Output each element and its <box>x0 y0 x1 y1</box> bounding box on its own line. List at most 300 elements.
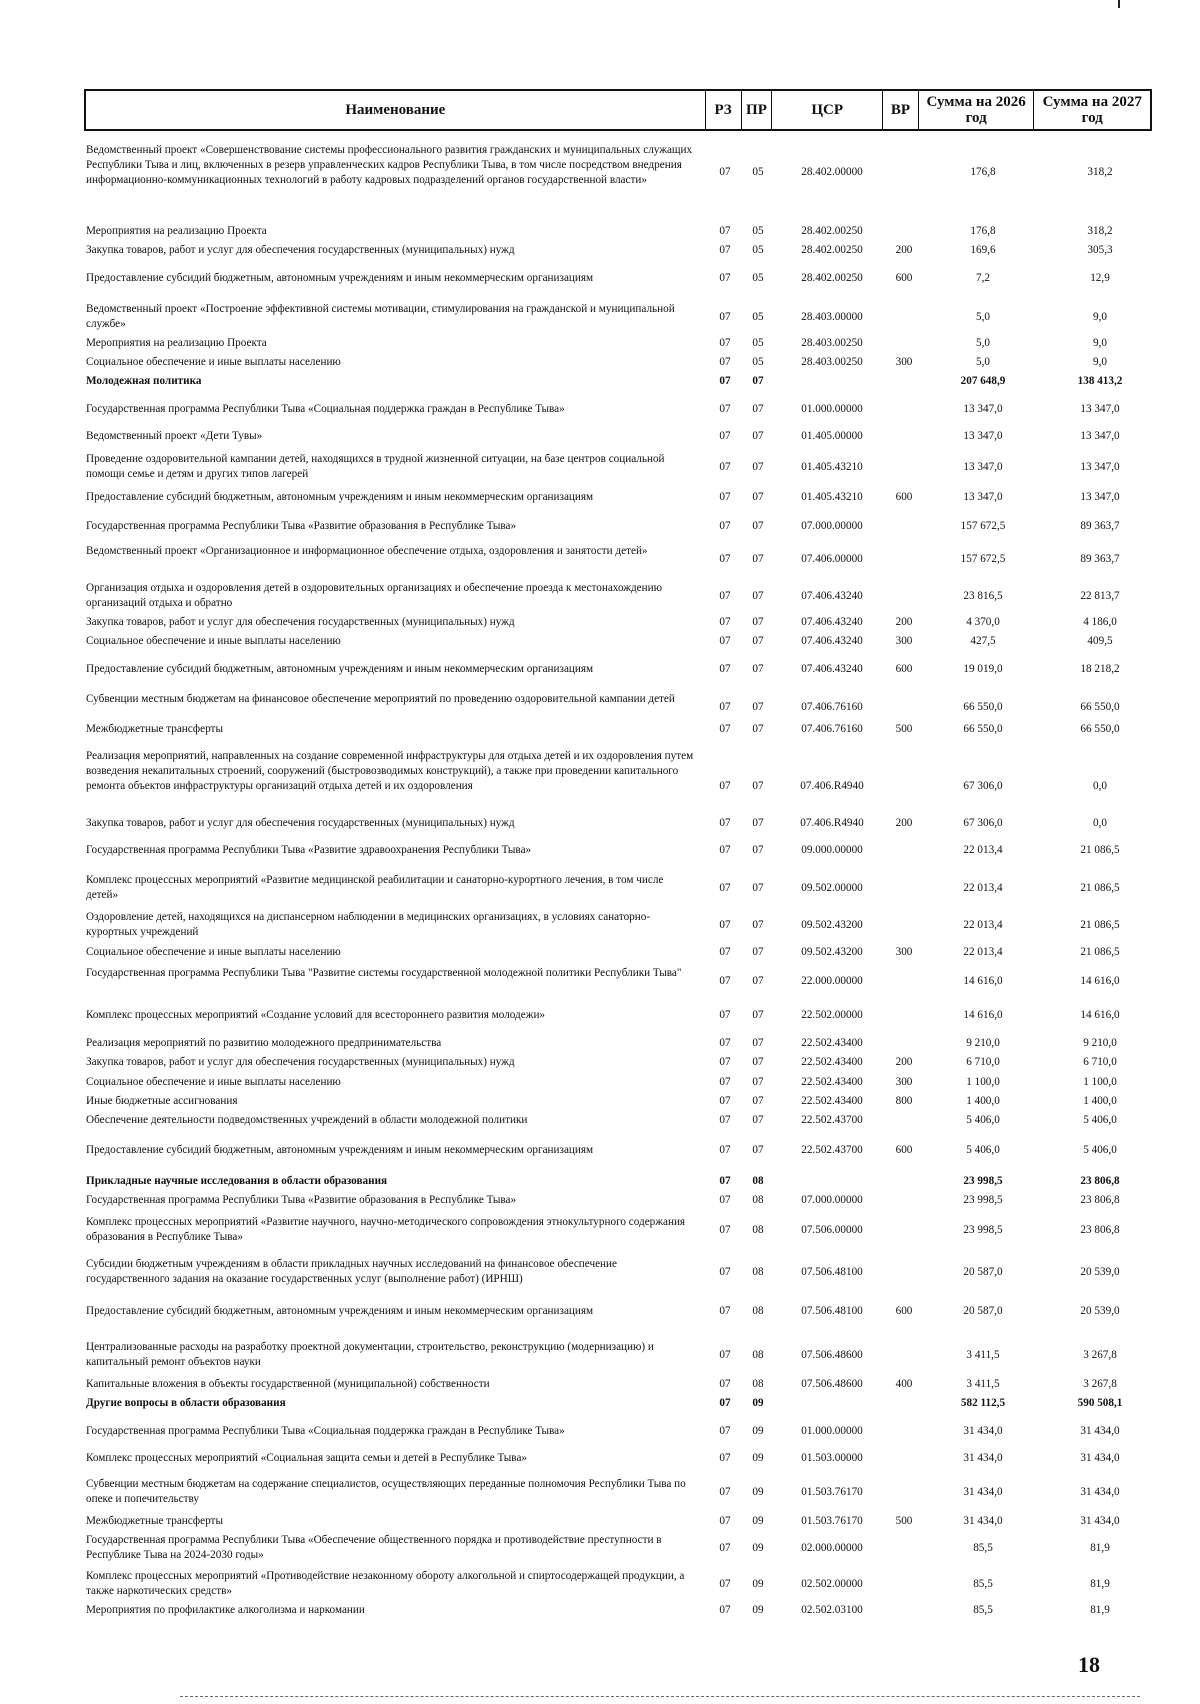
row-csr: 07.406.R4940 <box>800 817 864 829</box>
row-sum-2026: 9 210,0 <box>966 1037 1000 1049</box>
row-rz: 07 <box>719 663 731 675</box>
row-pr: 08 <box>752 1349 764 1361</box>
row-sum-2027: 31 434,0 <box>1080 1486 1120 1498</box>
row-pr: 07 <box>752 491 764 503</box>
row-rz: 07 <box>719 1175 731 1187</box>
row-pr: 07 <box>752 403 764 415</box>
row-name: Прикладные научные исследования в области образования <box>86 1175 388 1187</box>
row-rz: 07 <box>719 461 731 473</box>
row-name: Капитальные вложения в объекты государственной (муниципальной) собственности <box>86 1378 490 1390</box>
row-sum-2026: 14 616,0 <box>963 975 1003 987</box>
row-sum-2026: 176,8 <box>970 166 996 178</box>
row-rz: 07 <box>719 1425 731 1437</box>
row-name: Предоставление субсидий бюджетным, автономным учреждениям и иным некоммерческим организациям <box>86 663 594 675</box>
row-sum-2027: 31 434,0 <box>1080 1452 1120 1464</box>
row-vr: 600 <box>895 663 913 675</box>
row-name: Реализация мероприятий, направленных на создание современной инфраструктуры для отдыха детей и их оздоровления путем возведения некапитальных строений, сооружений (быстровозводимых конструкций), а также при проведении капитального ремонта объектов инфраструктуры организаций отдыха детей и их оздоровления <box>86 750 694 792</box>
row-rz: 07 <box>719 919 731 931</box>
row-csr: 07.406.43240 <box>801 635 863 647</box>
row-sum-2027: 31 434,0 <box>1080 1515 1120 1527</box>
row-sum-2027: 13 347,0 <box>1080 461 1120 473</box>
row-sum-2026: 5 406,0 <box>966 1144 1000 1156</box>
row-rz: 07 <box>719 844 731 856</box>
row-pr: 07 <box>752 919 764 931</box>
row-sum-2026: 157 672,5 <box>960 553 1006 565</box>
row-rz: 07 <box>719 1452 731 1464</box>
header-vr: ВР <box>883 91 919 129</box>
row-name: Ведомственный проект «Дети Тувы» <box>86 430 263 442</box>
row-sum-2027: 23 806,8 <box>1080 1175 1120 1187</box>
row-csr: 22.502.43400 <box>801 1056 863 1068</box>
row-csr: 02.000.00000 <box>801 1542 863 1554</box>
row-pr: 07 <box>752 817 764 829</box>
row-sum-2027: 6 710,0 <box>1083 1056 1117 1068</box>
row-rz: 07 <box>719 520 731 532</box>
row-vr: 200 <box>895 1056 913 1068</box>
row-rz: 07 <box>719 491 731 503</box>
row-rz: 07 <box>719 723 731 735</box>
row-pr: 09 <box>752 1452 764 1464</box>
row-rz: 07 <box>719 1037 731 1049</box>
row-name: Социальное обеспечение и иные выплаты населению <box>86 1076 341 1088</box>
row-sum-2027: 5 406,0 <box>1083 1144 1117 1156</box>
row-name: Государственная программа Республики Тыва «Социальная поддержка граждан в Республике Тыва» <box>86 1425 565 1437</box>
header-rz: РЗ <box>706 91 742 129</box>
row-pr: 07 <box>752 882 764 894</box>
row-csr: 01.000.00000 <box>801 403 863 415</box>
row-sum-2026: 66 550,0 <box>963 701 1003 713</box>
row-rz: 07 <box>719 1397 731 1409</box>
row-csr: 09.000.00000 <box>801 844 863 856</box>
row-pr: 05 <box>752 244 764 256</box>
row-vr: 200 <box>895 244 913 256</box>
row-sum-2027: 9,0 <box>1093 311 1107 323</box>
row-sum-2026: 5,0 <box>976 311 990 323</box>
row-csr: 22.000.00000 <box>801 975 863 987</box>
row-pr: 08 <box>752 1224 764 1236</box>
row-sum-2026: 20 587,0 <box>963 1266 1003 1278</box>
row-csr: 07.000.00000 <box>801 520 863 532</box>
row-sum-2026: 5 406,0 <box>966 1114 1000 1126</box>
row-name: Социальное обеспечение и иные выплаты населению <box>86 946 341 958</box>
row-csr: 22.502.43400 <box>801 1076 863 1088</box>
row-rz: 07 <box>719 1578 731 1590</box>
row-csr: 09.502.43200 <box>801 946 863 958</box>
row-name: Закупка товаров, работ и услуг для обеспечения государственных (муниципальных) нужд <box>86 817 515 829</box>
row-sum-2026: 23 998,5 <box>963 1175 1003 1187</box>
row-sum-2027: 89 363,7 <box>1080 520 1120 532</box>
row-sum-2026: 22 013,4 <box>963 882 1003 894</box>
row-vr: 600 <box>895 272 913 284</box>
row-csr: 07.406.43240 <box>801 590 863 602</box>
row-sum-2026: 23 998,5 <box>963 1224 1003 1236</box>
row-pr: 07 <box>752 1037 764 1049</box>
row-csr: 01.405.43210 <box>801 491 863 503</box>
row-sum-2026: 23 998,5 <box>963 1194 1003 1206</box>
row-pr: 07 <box>752 723 764 735</box>
row-pr: 09 <box>752 1515 764 1527</box>
row-rz: 07 <box>719 1378 731 1390</box>
row-rz: 07 <box>719 337 731 349</box>
row-name: Мероприятия на реализацию Проекта <box>86 225 267 237</box>
header-csr: ЦСР <box>772 91 883 129</box>
row-rz: 07 <box>719 701 731 713</box>
row-sum-2026: 85,5 <box>973 1604 993 1616</box>
row-sum-2026: 31 434,0 <box>963 1515 1003 1527</box>
row-pr: 05 <box>752 356 764 368</box>
row-rz: 07 <box>719 430 731 442</box>
row-vr: 200 <box>895 616 913 628</box>
row-sum-2026: 1 100,0 <box>966 1076 1000 1088</box>
row-rz: 07 <box>719 1194 731 1206</box>
row-pr: 07 <box>752 635 764 647</box>
row-csr: 28.402.00250 <box>801 272 863 284</box>
row-vr: 500 <box>895 723 913 735</box>
row-sum-2026: 23 816,5 <box>963 590 1003 602</box>
row-sum-2026: 3 411,5 <box>966 1349 1000 1361</box>
row-name: Субсидии бюджетным учреждениям в области прикладных научных исследований на финансовое обеспечение государственного задания на оказание государственных услуг (выполнение работ) (ИРНШ) <box>86 1258 617 1285</box>
row-rz: 07 <box>719 1144 731 1156</box>
row-name: Проведение оздоровительной кампании детей, находящихся в трудной жизненной ситуации, на базе центров социальной помощи семье и детям и других типов лагерей <box>86 453 665 480</box>
row-sum-2027: 14 616,0 <box>1080 1009 1120 1021</box>
row-sum-2027: 20 539,0 <box>1080 1305 1120 1317</box>
row-name: Обеспечение деятельности подведомственных учреждений в области молодежной политики <box>86 1114 528 1126</box>
row-sum-2026: 13 347,0 <box>963 403 1003 415</box>
row-sum-2027: 21 086,5 <box>1080 844 1120 856</box>
row-sum-2026: 176,8 <box>970 225 996 237</box>
row-csr: 07.506.48100 <box>801 1305 863 1317</box>
row-name: Ведомственный проект «Совершенствование системы профессионального развития гражданских и муниципальных служащих Республики Тыва и лиц, включенных в резерв управленческих кадров Республики Тыва, в том числе посредством внедрения информационно-коммуникационных технологий в работу кадровых подразделений органов государственной власти» <box>86 144 693 186</box>
row-name: Ведомственный проект «Организационное и информационное обеспечение отдыха, оздоровления и занятости детей» <box>86 545 648 557</box>
row-sum-2027: 21 086,5 <box>1080 919 1120 931</box>
row-vr: 600 <box>895 1305 913 1317</box>
row-csr: 07.506.48600 <box>801 1378 863 1390</box>
row-sum-2027: 13 347,0 <box>1080 430 1120 442</box>
row-name: Другие вопросы в области образования <box>86 1397 286 1409</box>
row-csr: 01.405.00000 <box>801 430 863 442</box>
row-csr: 22.502.43400 <box>801 1037 863 1049</box>
row-name: Оздоровление детей, находящихся на диспансерном наблюдении в медицинских организациях, в условиях санаторно-курортных учреждений <box>86 911 651 938</box>
row-sum-2026: 13 347,0 <box>963 461 1003 473</box>
row-pr: 07 <box>752 1076 764 1088</box>
row-sum-2027: 14 616,0 <box>1080 975 1120 987</box>
row-csr: 07.406.43240 <box>801 616 863 628</box>
row-sum-2027: 13 347,0 <box>1080 491 1120 503</box>
row-name: Ведомственный проект «Построение эффективной системы мотивации, стимулирования на гражданской и муниципальной службе» <box>86 303 675 330</box>
row-sum-2026: 6 710,0 <box>966 1056 1000 1068</box>
row-name: Предоставление субсидий бюджетным, автономным учреждениям и иным некоммерческим организациям <box>86 272 594 284</box>
row-csr: 07.406.76160 <box>801 723 863 735</box>
row-rz: 07 <box>719 946 731 958</box>
row-name: Комплекс процессных мероприятий «Противодействие незаконному обороту алкогольной и спиртосодержащей продукции, а также наркотических средств» <box>86 1570 685 1597</box>
row-name: Закупка товаров, работ и услуг для обеспечения государственных (муниципальных) нужд <box>86 616 515 628</box>
row-sum-2027: 5 406,0 <box>1083 1114 1117 1126</box>
row-sum-2027: 13 347,0 <box>1080 403 1120 415</box>
row-csr: 07.506.48100 <box>801 1266 863 1278</box>
row-name: Субвенции местным бюджетам на содержание специалистов, осуществляющих переданные полномочия Республики Тыва по опеке и попечительству <box>86 1478 686 1505</box>
row-sum-2027: 3 267,8 <box>1083 1349 1117 1361</box>
row-pr: 07 <box>752 663 764 675</box>
row-rz: 07 <box>719 272 731 284</box>
row-name: Закупка товаров, работ и услуг для обеспечения государственных (муниципальных) нужд <box>86 244 515 256</box>
row-csr: 07.000.00000 <box>801 1194 863 1206</box>
row-rz: 07 <box>719 1604 731 1616</box>
header-sum-2026: Сумма на 2026 год <box>919 91 1035 129</box>
row-pr: 05 <box>752 337 764 349</box>
row-pr: 07 <box>752 975 764 987</box>
row-name: Межбюджетные трансферты <box>86 723 223 735</box>
row-sum-2027: 81,9 <box>1090 1542 1110 1554</box>
row-rz: 07 <box>719 1349 731 1361</box>
row-csr: 28.402.00250 <box>801 244 863 256</box>
row-sum-2027: 81,9 <box>1090 1578 1110 1590</box>
row-sum-2027: 31 434,0 <box>1080 1425 1120 1437</box>
row-sum-2026: 22 013,4 <box>963 844 1003 856</box>
row-sum-2026: 22 013,4 <box>963 946 1003 958</box>
row-sum-2027: 9 210,0 <box>1083 1037 1117 1049</box>
row-rz: 07 <box>719 817 731 829</box>
row-csr: 09.502.43200 <box>801 919 863 931</box>
row-name: Комплекс процессных мероприятий «Развитие медицинской реабилитации и санаторно-курортного лечения, в том числе детей» <box>86 874 664 901</box>
row-name: Социальное обеспечение и иные выплаты населению <box>86 635 341 647</box>
row-csr: 07.406.43240 <box>801 663 863 675</box>
row-csr: 28.402.00000 <box>801 166 863 178</box>
row-csr: 28.403.00000 <box>801 311 863 323</box>
row-csr: 02.502.00000 <box>801 1578 863 1590</box>
row-sum-2027: 9,0 <box>1093 337 1107 349</box>
row-rz: 07 <box>719 1095 731 1107</box>
row-sum-2026: 427,5 <box>970 635 996 647</box>
row-rz: 07 <box>719 1266 731 1278</box>
row-pr: 07 <box>752 1095 764 1107</box>
row-name: Организация отдыха и оздоровления детей в оздоровительных организациях и обеспечение проезда к местонахождению организаций отдыха и обратно <box>86 582 662 609</box>
row-rz: 07 <box>719 311 731 323</box>
row-sum-2026: 67 306,0 <box>963 780 1003 792</box>
row-pr: 08 <box>752 1378 764 1390</box>
row-sum-2027: 81,9 <box>1090 1604 1110 1616</box>
row-rz: 07 <box>719 1076 731 1088</box>
row-rz: 07 <box>719 1542 731 1554</box>
row-name: Реализация мероприятий по развитию молодежного предпринимательства <box>86 1037 442 1049</box>
row-pr: 07 <box>752 946 764 958</box>
row-name: Централизованные расходы на разработку проектной документации, строительство, реконструкцию (модернизацию) и капитальный ремонт объектов науки <box>86 1341 654 1368</box>
row-csr: 07.406.76160 <box>801 701 863 713</box>
row-rz: 07 <box>719 882 731 894</box>
row-name: Комплекс процессных мероприятий «Социальная защита семьи и детей в Республике Тыва» <box>86 1452 527 1464</box>
header-name: Наименование <box>86 91 706 129</box>
row-csr: 01.503.76170 <box>801 1486 863 1498</box>
row-vr: 300 <box>895 635 913 647</box>
row-name: Государственная программа Республики Тыва «Обеспечение общественного порядка и противодействие преступности в Республике Тыва на 2024-2030 годы» <box>86 1534 662 1561</box>
row-csr: 28.402.00250 <box>801 225 863 237</box>
row-vr: 400 <box>895 1378 913 1390</box>
row-sum-2027: 23 806,8 <box>1080 1224 1120 1236</box>
row-pr: 07 <box>752 461 764 473</box>
row-vr: 300 <box>895 1076 913 1088</box>
page-number: 18 <box>1078 1652 1100 1677</box>
row-sum-2027: 18 218,2 <box>1080 663 1120 675</box>
row-pr: 07 <box>752 430 764 442</box>
row-name: Государственная программа Республики Тыва «Социальная поддержка граждан в Республике Тыва» <box>86 403 565 415</box>
row-name: Молодежная политика <box>86 375 202 387</box>
row-rz: 07 <box>719 403 731 415</box>
row-pr: 05 <box>752 311 764 323</box>
row-name: Государственная программа Республики Тыва «Развитие образования в Республике Тыва» <box>86 1194 517 1206</box>
row-name: Социальное обеспечение и иные выплаты населению <box>86 356 341 368</box>
row-csr: 07.506.48600 <box>801 1349 863 1361</box>
row-name: Предоставление субсидий бюджетным, автономным учреждениям и иным некоммерческим организациям <box>86 491 594 503</box>
row-sum-2027: 0,0 <box>1093 780 1107 792</box>
row-rz: 07 <box>719 1486 731 1498</box>
row-sum-2026: 22 013,4 <box>963 919 1003 931</box>
row-vr: 600 <box>895 1144 913 1156</box>
row-sum-2026: 582 112,5 <box>960 1397 1006 1409</box>
row-sum-2026: 207 648,9 <box>960 375 1006 387</box>
row-pr: 09 <box>752 1486 764 1498</box>
row-rz: 07 <box>719 780 731 792</box>
row-sum-2026: 31 434,0 <box>963 1425 1003 1437</box>
row-vr: 300 <box>895 356 913 368</box>
row-rz: 07 <box>719 356 731 368</box>
row-sum-2026: 5,0 <box>976 337 990 349</box>
row-name: Комплекс процессных мероприятий «Создание условий для всестороннего развития молодежи» <box>86 1009 546 1021</box>
row-sum-2027: 138 413,2 <box>1077 375 1123 387</box>
row-sum-2027: 12,9 <box>1090 272 1110 284</box>
row-sum-2026: 85,5 <box>973 1578 993 1590</box>
row-pr: 07 <box>752 375 764 387</box>
row-sum-2026: 31 434,0 <box>963 1486 1003 1498</box>
row-csr: 09.502.00000 <box>801 882 863 894</box>
row-pr: 09 <box>752 1578 764 1590</box>
row-sum-2026: 5,0 <box>976 356 990 368</box>
row-csr: 22.502.43400 <box>801 1095 863 1107</box>
row-csr: 28.403.00250 <box>801 356 863 368</box>
row-rz: 07 <box>719 1114 731 1126</box>
row-sum-2027: 23 806,8 <box>1080 1194 1120 1206</box>
row-sum-2026: 85,5 <box>973 1542 993 1554</box>
row-sum-2027: 21 086,5 <box>1080 946 1120 958</box>
row-sum-2027: 305,3 <box>1087 244 1113 256</box>
row-pr: 09 <box>752 1425 764 1437</box>
row-sum-2027: 1 400,0 <box>1083 1095 1117 1107</box>
row-pr: 09 <box>752 1397 764 1409</box>
row-sum-2026: 13 347,0 <box>963 430 1003 442</box>
row-rz: 07 <box>719 166 731 178</box>
row-pr: 08 <box>752 1266 764 1278</box>
row-sum-2026: 3 411,5 <box>966 1378 1000 1390</box>
row-sum-2027: 3 267,8 <box>1083 1378 1117 1390</box>
row-csr: 01.000.00000 <box>801 1425 863 1437</box>
row-name: Комплекс процессных мероприятий «Развитие научного, научно-методического сопровождения этнокультурного содержания образования в Республике Тыва» <box>86 1216 686 1243</box>
row-pr: 07 <box>752 844 764 856</box>
row-csr: 02.502.03100 <box>801 1604 863 1616</box>
row-rz: 07 <box>719 1515 731 1527</box>
row-sum-2026: 19 019,0 <box>963 663 1003 675</box>
row-sum-2027: 20 539,0 <box>1080 1266 1120 1278</box>
row-csr: 07.506.00000 <box>801 1224 863 1236</box>
row-name: Предоставление субсидий бюджетным, автономным учреждениям и иным некоммерческим организациям <box>86 1144 594 1156</box>
row-sum-2026: 31 434,0 <box>963 1452 1003 1464</box>
row-rz: 07 <box>719 553 731 565</box>
row-vr: 800 <box>895 1095 913 1107</box>
row-name: Государственная программа Республики Тыва «Развитие образования в Республике Тыва» <box>86 520 517 532</box>
row-name: Межбюджетные трансферты <box>86 1515 223 1527</box>
row-sum-2026: 20 587,0 <box>963 1305 1003 1317</box>
row-name: Государственная программа Республики Тыва "Развитие системы государственной молодежной политики Республики Тыва" <box>86 967 682 979</box>
row-rz: 07 <box>719 635 731 647</box>
row-pr: 08 <box>752 1175 764 1187</box>
row-pr: 07 <box>752 1114 764 1126</box>
row-csr: 07.406.00000 <box>801 553 863 565</box>
row-rz: 07 <box>719 1305 731 1317</box>
row-pr: 07 <box>752 553 764 565</box>
row-sum-2027: 22 813,7 <box>1080 590 1120 602</box>
row-name: Предоставление субсидий бюджетным, автономным учреждениям и иным некоммерческим организациям <box>86 1305 594 1317</box>
row-pr: 07 <box>752 1056 764 1068</box>
row-pr: 07 <box>752 590 764 602</box>
row-csr: 07.406.R4940 <box>800 780 864 792</box>
row-rz: 07 <box>719 590 731 602</box>
row-name: Иные бюджетные ассигнования <box>86 1095 238 1107</box>
row-sum-2027: 9,0 <box>1093 356 1107 368</box>
scan-bottom-edge <box>180 1696 1140 1697</box>
row-sum-2026: 14 616,0 <box>963 1009 1003 1021</box>
row-pr: 09 <box>752 1604 764 1616</box>
row-sum-2027: 4 186,0 <box>1083 616 1117 628</box>
row-name: Государственная программа Республики Тыва «Развитие здравоохранения Республики Тыва» <box>86 844 532 856</box>
row-pr: 07 <box>752 616 764 628</box>
row-pr: 05 <box>752 225 764 237</box>
row-pr: 08 <box>752 1305 764 1317</box>
row-pr: 07 <box>752 520 764 532</box>
row-pr: 05 <box>752 272 764 284</box>
row-vr: 200 <box>895 817 913 829</box>
row-sum-2026: 66 550,0 <box>963 723 1003 735</box>
row-vr: 300 <box>895 946 913 958</box>
header-sum-2027: Сумма на 2027 год <box>1042 94 1142 126</box>
row-sum-2027: 0,0 <box>1093 817 1107 829</box>
row-rz: 07 <box>719 975 731 987</box>
row-sum-2026: 13 347,0 <box>963 491 1003 503</box>
row-sum-2026: 169,6 <box>970 244 996 256</box>
row-rz: 07 <box>719 616 731 628</box>
row-csr: 28.403.00250 <box>801 337 863 349</box>
row-sum-2027: 89 363,7 <box>1080 553 1120 565</box>
row-sum-2027: 590 508,1 <box>1077 1397 1123 1409</box>
row-sum-2027: 409,5 <box>1087 635 1113 647</box>
row-pr: 08 <box>752 1194 764 1206</box>
header-pr: ПР <box>742 91 773 129</box>
row-pr: 07 <box>752 1144 764 1156</box>
row-sum-2026: 1 400,0 <box>966 1095 1000 1107</box>
row-sum-2027: 21 086,5 <box>1080 882 1120 894</box>
row-sum-2026: 67 306,0 <box>963 817 1003 829</box>
row-rz: 07 <box>719 225 731 237</box>
row-name: Мероприятия на реализацию Проекта <box>86 337 267 349</box>
row-rz: 07 <box>719 1056 731 1068</box>
row-rz: 07 <box>719 375 731 387</box>
row-sum-2026: 4 370,0 <box>966 616 1000 628</box>
row-csr: 22.502.43700 <box>801 1144 863 1156</box>
row-sum-2027: 66 550,0 <box>1080 701 1120 713</box>
row-pr: 05 <box>752 166 764 178</box>
row-sum-2026: 7,2 <box>976 272 990 284</box>
row-rz: 07 <box>719 244 731 256</box>
row-csr: 22.502.00000 <box>801 1009 863 1021</box>
row-vr: 600 <box>895 491 913 503</box>
row-sum-2027: 318,2 <box>1087 166 1113 178</box>
row-name: Мероприятия по профилактике алкоголизма и наркомании <box>86 1604 365 1616</box>
